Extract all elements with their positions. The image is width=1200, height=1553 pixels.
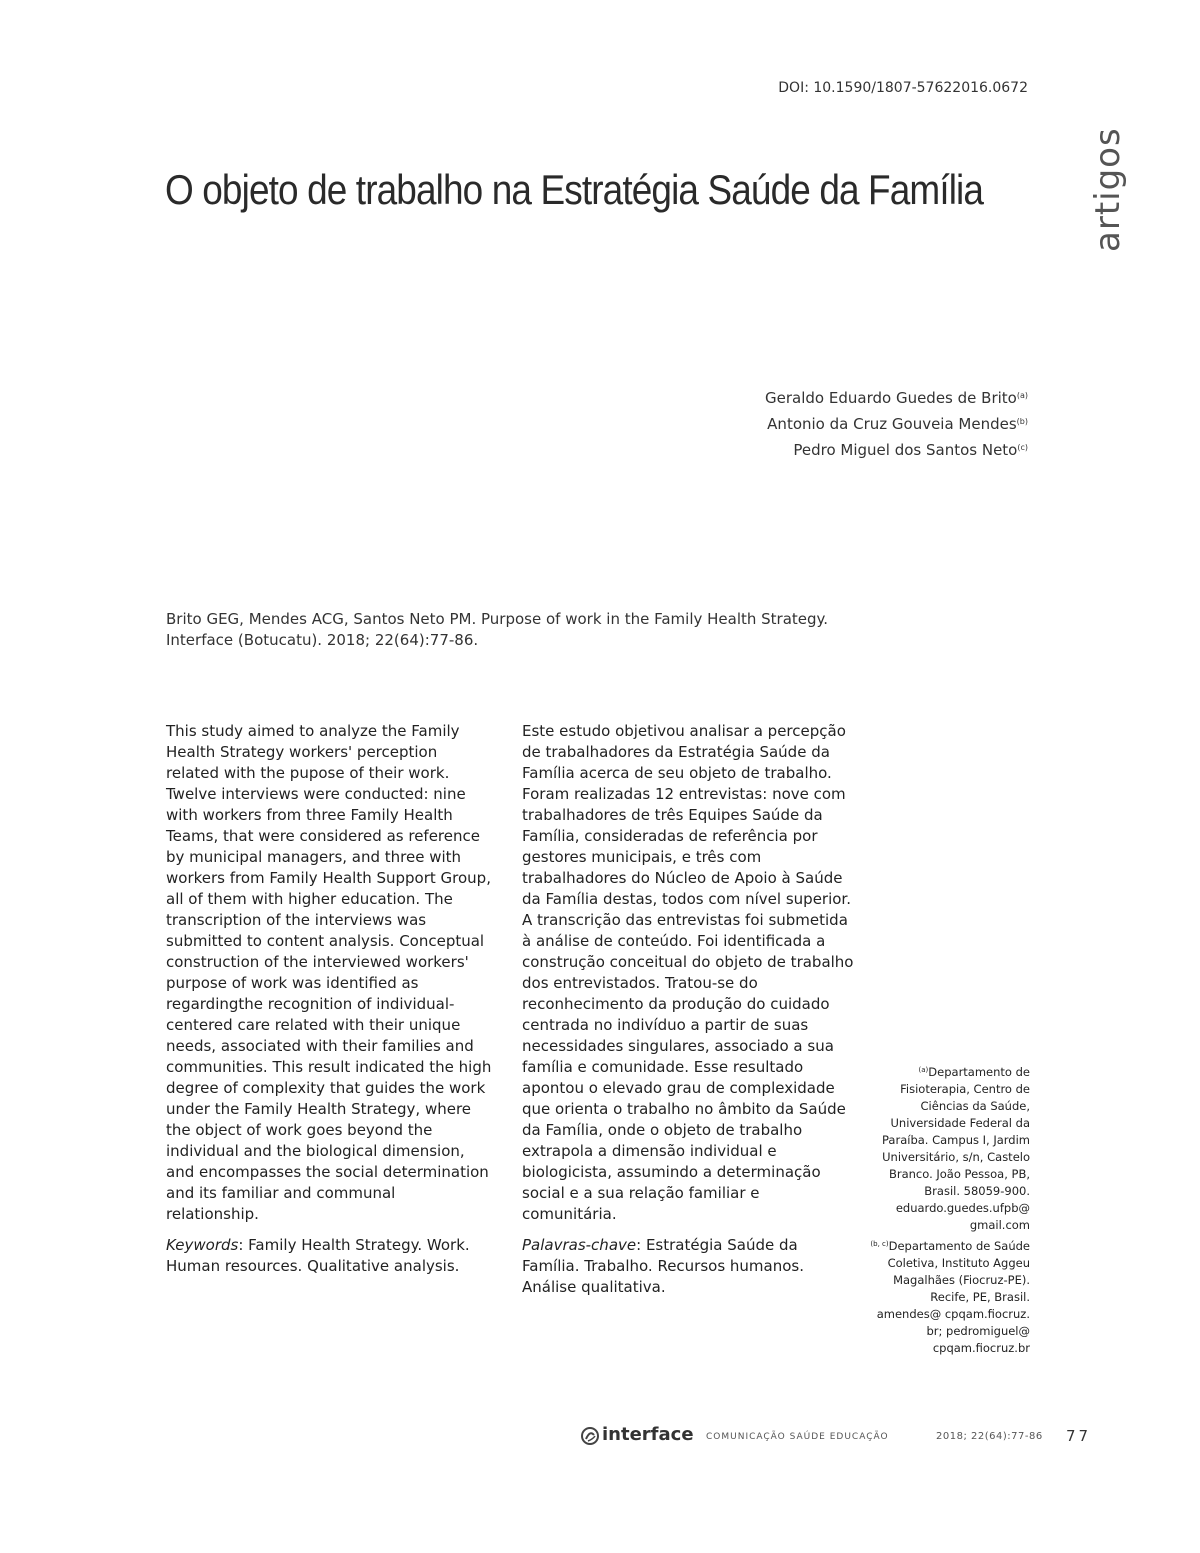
journal-logo-text: interface [602, 1424, 694, 1445]
keywords-list: : Estratégia Saúde da Família. Trabalho. Recursos humanos. Análise qualitativa. [522, 1236, 804, 1296]
affiliation-item [870, 1062, 1030, 1234]
interface-logo-icon [580, 1426, 600, 1446]
article-title: O objeto de trabalho na Estratégia Saúde da Família [165, 166, 984, 213]
section-tag-label: artigos [1088, 127, 1128, 252]
affiliation-text: Departamento de Saúde Coletiva, Instituto Aggeu Magalhães (Fiocruz-PE). Recife, PE, Brasil. amendes@ cpqam.fiocruz. br; pedromiguel@ cpqam.fiocruz.br [876, 1239, 1030, 1355]
page-footer [580, 1422, 1090, 1452]
author-list [620, 384, 1028, 462]
keywords-portuguese [522, 1235, 856, 1298]
affiliation-mark: (b, c) [870, 1240, 889, 1248]
author-line [620, 384, 1028, 410]
author-mark: (b) [1016, 417, 1028, 426]
keywords-english [166, 1235, 492, 1277]
abstract-portuguese-text: Este estudo objetivou analisar a percepção de trabalhadores da Estratégia Saúde da Família acerca de seu objeto de trabalho. Foram realizadas 12 entrevistas: nove com trabalhadores de três Equipes Saúde da Família, consideradas de referência por gestores municipais, e três com trabalhadores do Núcleo de Apoio à Saúde da Família destas, todos com nível superior. A transcrição das entrevistas foi submetida à análise de conteúdo. Foi identificada a construção conceitual do objeto de trabalho dos entrevistados. Tratou-se do reconhecimento da produção do cuidado centrada no indivíduo a partir de suas necessidades singulares, associado a sua família e comunidade. Esse resultado apontou o elevado grau de complexidade que orienta o trabalho no âmbito da Saúde da Família, onde o objeto de trabalho extrapola a dimensão individual e biologicista, assumindo a determinação social e a sua relação familiar e comunitária. [522, 722, 854, 1223]
affiliations [870, 1062, 1030, 1359]
affiliation-text: Departamento de Fisioterapia, Centro de Ciências da Saúde, Universidade Federal da Paraíba. Campus I, Jardim Universitário, s/n, Castelo Branco. João Pessoa, PB, Brasil. 58059-900. eduardo.guedes.ufpb@ gmail.com [882, 1065, 1030, 1232]
abstract-portuguese [522, 721, 856, 1298]
author-mark: (c) [1017, 443, 1028, 452]
affiliation-mark: (a) [918, 1066, 929, 1074]
citation: Brito GEG, Mendes ACG, Santos Neto PM. Purpose of work in the Family Health Strategy. Interface (Botucatu). 2018; 22(64):77-86. [166, 610, 829, 649]
affiliation-item [870, 1236, 1030, 1357]
author-line [620, 436, 1028, 462]
page-number: 77 [1066, 1427, 1092, 1445]
author-mark: (a) [1016, 391, 1028, 400]
abstract-english-text: This study aimed to analyze the Family Health Strategy workers' perception related with the pupose of their work. Twelve interviews were conducted: nine with workers from three Family Health Teams, that were considered as reference by municipal managers, and three with workers from Family Health Support Group, all of them with higher education. The transcription of the interviews was submitted to content analysis. Conceptual construction of the interviewed workers' purpose of work was identified as regardingthe recognition of individual-centered care related with their unique needs, associated with their families and communities. This result indicated the high degree of complexity that guides the work under the Family Health Strategy, where the object of work goes beyond the individual and the biological dimension, and encompasses the social determination and its familiar and communal relationship. [166, 722, 492, 1223]
keywords-list: : Family Health Strategy. Work. Human resources. Qualitative analysis. [166, 1236, 470, 1275]
abstract-english [166, 721, 492, 1277]
section-tag [1080, 127, 1140, 260]
author-line [620, 410, 1028, 436]
journal-subtitle: COMUNICAÇÃO SAÚDE EDUCAÇÃO [706, 1432, 889, 1442]
doi: DOI: 10.1590/1807-57622016.0672 [778, 80, 1028, 96]
author-name: Pedro Miguel dos Santos Neto [793, 441, 1018, 459]
footer-volume: 2018; 22(64):77-86 [936, 1431, 1043, 1442]
keywords-label: Keywords [166, 1236, 239, 1254]
author-name: Antonio da Cruz Gouveia Mendes [767, 415, 1017, 433]
keywords-label: Palavras-chave [522, 1236, 637, 1254]
author-name: Geraldo Eduardo Guedes de Brito [765, 389, 1017, 407]
